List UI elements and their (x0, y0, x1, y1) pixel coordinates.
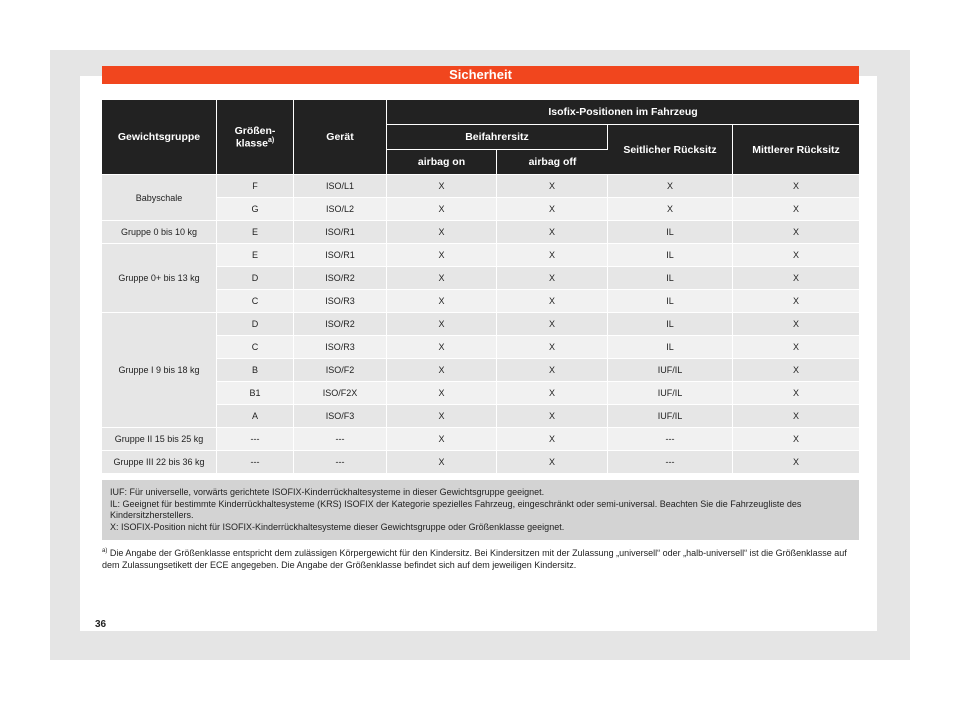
airbag-off-cell: X (497, 221, 608, 244)
airbag-off-cell: X (497, 382, 608, 405)
rear-side-cell: --- (608, 451, 733, 474)
rear-side-cell: IUF/IL (608, 382, 733, 405)
isofix-table (102, 100, 859, 474)
footnote-marker: a) (102, 548, 108, 554)
airbag-off-cell: X (497, 290, 608, 313)
device-cell: ISO/L1 (294, 175, 387, 198)
legend-box (102, 480, 859, 540)
rear-middle-cell: X (733, 313, 859, 336)
airbag-off-cell: X (497, 405, 608, 428)
airbag-on-cell: X (387, 382, 497, 405)
size-class-cell: C (217, 290, 294, 313)
rear-side-cell: IL (608, 221, 733, 244)
rear-middle-cell: X (733, 451, 859, 474)
airbag-on-cell: X (387, 359, 497, 382)
legend-x: X: ISOFIX-Position nicht für ISOFIX-Kinderrückhaltesysteme dieser Gewichtsgruppe oder Größenklasse geeignet. (110, 521, 565, 532)
airbag-on-cell: X (387, 290, 497, 313)
header-size-class-label: Größen-klasse (234, 124, 276, 150)
weight-group-cell: Gruppe I 9 bis 18 kg (102, 313, 217, 428)
rear-middle-cell: X (733, 175, 859, 198)
airbag-on-cell: X (387, 428, 497, 451)
table-row (102, 221, 859, 244)
table-row (102, 244, 859, 267)
header-size-class-sup: a) (267, 136, 275, 144)
size-class-cell: G (217, 198, 294, 221)
device-cell: ISO/F3 (294, 405, 387, 428)
header-airbag-on: airbag on (387, 150, 497, 175)
rear-side-cell: IL (608, 336, 733, 359)
size-class-cell: F (217, 175, 294, 198)
footnote (102, 546, 859, 571)
size-class-cell: E (217, 221, 294, 244)
rear-side-cell: IL (608, 313, 733, 336)
header-rear-middle: Mittlerer Rücksitz (733, 125, 859, 175)
rear-side-cell: X (608, 175, 733, 198)
airbag-on-cell: X (387, 405, 497, 428)
device-cell: ISO/F2 (294, 359, 387, 382)
device-cell: ISO/R2 (294, 313, 387, 336)
rear-middle-cell: X (733, 198, 859, 221)
rear-middle-cell: X (733, 428, 859, 451)
weight-group-cell: Gruppe II 15 bis 25 kg (102, 428, 217, 451)
airbag-off-cell: X (497, 198, 608, 221)
weight-group-cell: Gruppe 0+ bis 13 kg (102, 244, 217, 313)
header-front-passenger: Beifahrersitz (387, 125, 608, 150)
rear-middle-cell: X (733, 336, 859, 359)
rear-middle-cell: X (733, 267, 859, 290)
rear-middle-cell: X (733, 382, 859, 405)
header-device: Gerät (294, 100, 387, 175)
size-class-cell: B (217, 359, 294, 382)
size-class-cell: B1 (217, 382, 294, 405)
rear-middle-cell: X (733, 290, 859, 313)
airbag-off-cell: X (497, 359, 608, 382)
header-weight-group: Gewichtsgruppe (102, 100, 217, 175)
device-cell: ISO/R3 (294, 336, 387, 359)
device-cell: ISO/L2 (294, 198, 387, 221)
airbag-off-cell: X (497, 336, 608, 359)
size-class-cell: --- (217, 451, 294, 474)
airbag-off-cell: X (497, 451, 608, 474)
size-class-cell: A (217, 405, 294, 428)
device-cell: ISO/R1 (294, 244, 387, 267)
rear-side-cell: --- (608, 428, 733, 451)
legend-iuf: IUF: Für universelle, vorwärts gerichtete ISOFIX-Kinderrückhaltesysteme in dieser Gewichtsgruppe geeignet. (110, 487, 545, 497)
device-cell: --- (294, 451, 387, 474)
rear-middle-cell: X (733, 359, 859, 382)
header-size-class (217, 100, 294, 175)
header-rear-side: Seitlicher Rücksitz (608, 125, 733, 175)
rear-middle-cell: X (733, 244, 859, 267)
airbag-on-cell: X (387, 198, 497, 221)
airbag-off-cell: X (497, 428, 608, 451)
rear-side-cell: IUF/IL (608, 405, 733, 428)
table-row (102, 451, 859, 474)
rear-middle-cell: X (733, 221, 859, 244)
weight-group-cell: Gruppe III 22 bis 36 kg (102, 451, 217, 474)
rear-side-cell: IL (608, 244, 733, 267)
airbag-on-cell: X (387, 313, 497, 336)
airbag-on-cell: X (387, 451, 497, 474)
table-body (102, 175, 859, 474)
rear-side-cell: IUF/IL (608, 359, 733, 382)
airbag-off-cell: X (497, 313, 608, 336)
airbag-on-cell: X (387, 244, 497, 267)
size-class-cell: E (217, 244, 294, 267)
airbag-off-cell: X (497, 244, 608, 267)
airbag-off-cell: X (497, 267, 608, 290)
section-title: Sicherheit (102, 66, 859, 84)
table-row (102, 428, 859, 451)
header-airbag-off: airbag off (497, 150, 608, 175)
rear-side-cell: IL (608, 290, 733, 313)
device-cell: --- (294, 428, 387, 451)
airbag-off-cell: X (497, 175, 608, 198)
header-isofix-positions: Isofix-Positionen im Fahrzeug (387, 100, 859, 125)
page-number: 36 (95, 619, 107, 630)
size-class-cell: --- (217, 428, 294, 451)
device-cell: ISO/F2X (294, 382, 387, 405)
device-cell: ISO/R2 (294, 267, 387, 290)
size-class-cell: D (217, 267, 294, 290)
airbag-on-cell: X (387, 267, 497, 290)
table-row (102, 175, 859, 198)
device-cell: ISO/R3 (294, 290, 387, 313)
airbag-on-cell: X (387, 175, 497, 198)
size-class-cell: D (217, 313, 294, 336)
airbag-on-cell: X (387, 336, 497, 359)
legend-il: IL: Geeignet für bestimmte Kinderrückhaltesysteme (KRS) ISOFIX der Kategorie spezielles Fahrzeug, eingeschränkt oder semi-universal. Beachten Sie die Fahrzeugliste des Kindersitzherstellers. (110, 498, 802, 520)
weight-group-cell: Babyschale (102, 175, 217, 221)
rear-side-cell: IL (608, 267, 733, 290)
airbag-on-cell: X (387, 221, 497, 244)
table-row (102, 313, 859, 336)
size-class-cell: C (217, 336, 294, 359)
device-cell: ISO/R1 (294, 221, 387, 244)
weight-group-cell: Gruppe 0 bis 10 kg (102, 221, 217, 244)
rear-middle-cell: X (733, 405, 859, 428)
rear-side-cell: X (608, 198, 733, 221)
footnote-text: Die Angabe der Größenklasse entspricht dem zulässigen Körpergewicht für den Kindersitz. Bei Kindersitzen mit der Zulassung „universell“ oder „halb-universell“ ist die Größenklasse auf dem Zulassungsetikett der ECE angegeben. Die Angabe der Größenklasse befindet sich auf dem jeweiligen Kindersitz. (102, 548, 847, 570)
